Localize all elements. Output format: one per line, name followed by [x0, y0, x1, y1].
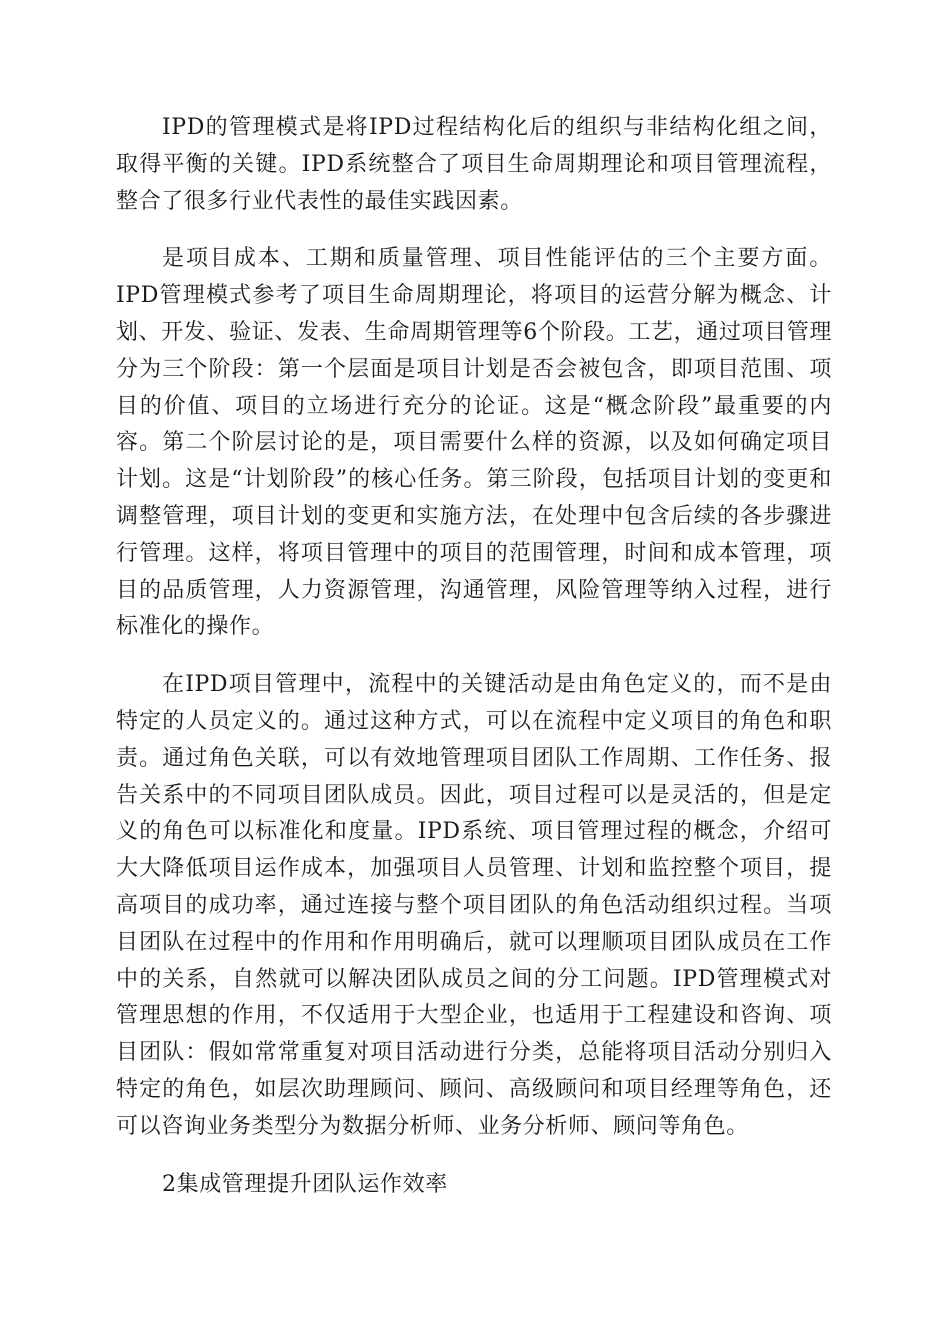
paragraph-ipd-model: IPD的管理模式是将IPD过程结构化后的组织与非结构化组之间，取得平衡的关键。IPD系统整合了项目生命周期理论和项目管理流程，整合了很多行业代表性的最佳实践因素。 [116, 115, 832, 214]
section-heading: 2集成管理提升团队运作效率 [162, 1171, 448, 1197]
paragraph-project-phases: 是项目成本、工期和质量管理、项目性能评估的三个主要方面。IPD管理模式参考了项目生命周期理论，将项目的运营分解为概念、计划、开发、验证、发表、生命周期管理等6个阶段。工艺，通过项目管理分为三个阶段：第一个层面是项目计划是否会被包含，即项目范围、项目的价值、项目的立场进行充分的论证。这是“概念阶段”最重要的内容。第二个阶层讨论的是，项目需要什么样的资源，以及如何确定项目计划。这是“计划阶段”的核心任务。第三阶段，包括项目计划的变更和调整管理，项目计划的变更和实施方法，在处理中包含后续的各步骤进行管理。这样，将项目管理中的项目的范围管理，时间和成本管理，项目的品质管理，人力资源管理，沟通管理，风险管理等纳入过程，进行标准化的操作。 [116, 246, 832, 640]
paragraph-role-definition: 在IPD项目管理中，流程中的关键活动是由角色定义的，而不是由特定的人员定义的。通过这种方式，可以在流程中定义项目的角色和职责。通过角色关联，可以有效地管理项目团队工作周期、工作任务、报告关系中的不同项目团队成员。因此，项目过程可以是灵活的，但是定义的角色可以标准化和度量。IPD系统、项目管理过程的概念，介绍可大大降低项目运作成本，加强项目人员管理、计划和监控整个项目，提高项目的成功率，通过连接与整个项目团队的角色活动组织过程。当项目团队在过程中的作用和作用明确后，就可以理顺项目团队成员在工作中的关系，自然就可以解决团队成员之间的分工问题。IPD管理模式对管理思想的作用，不仅适用于大型企业，也适用于工程建设和咨询、项目团队：假如常常重复对项目活动进行分类，总能将项目活动分别归入特定的角色，如层次助理顾问、顾问、高级顾问和项目经理等角色，还可以咨询业务类型分为数据分析师、业务分析师、顾问等角色。 [116, 672, 832, 1139]
document-page [116, 110, 832, 1203]
